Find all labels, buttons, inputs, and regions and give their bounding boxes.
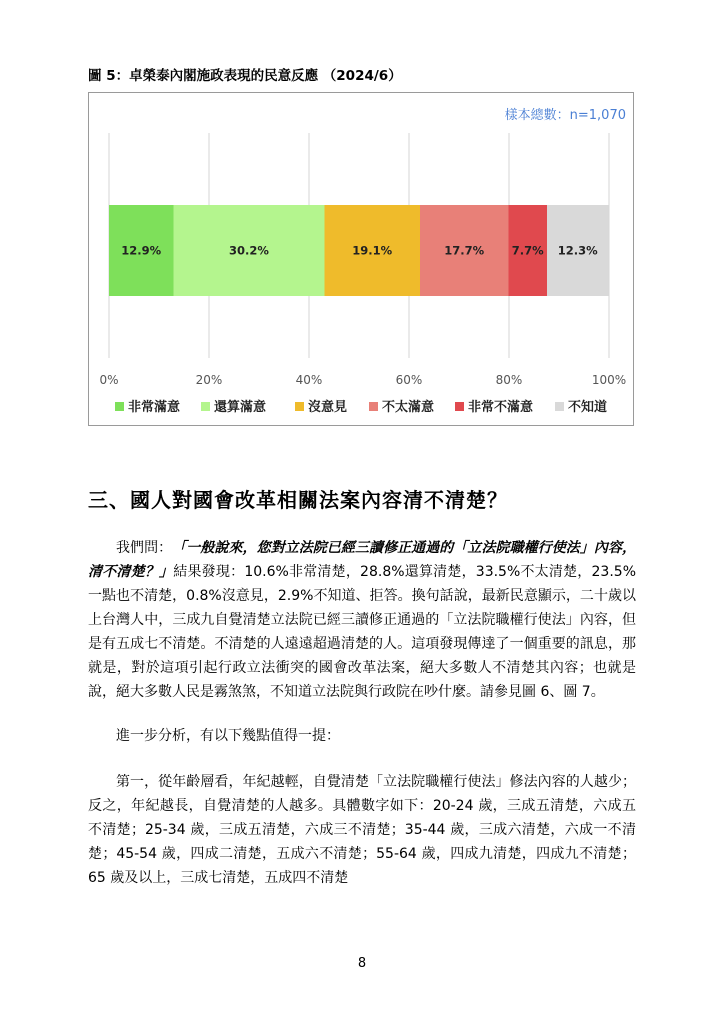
legend-swatch [555,402,564,411]
data-label: 17.7% [444,243,485,258]
data-label: 12.3% [557,243,598,258]
legend-swatch [455,402,464,411]
paragraph-3: 第一，從年齡層看，年紀越輕，自覺清楚「立法院職權行使法」修法內容的人越少；反之，年紀越長，自覺清楚的人越多。具體數字如下：20-24 歲，三成五清楚，六成五不清楚；25-34 歲，三成五清楚，六成三不清楚；35-44 歲，三成六清楚，六成一不清楚；45-54 歲，四成二清楚，五成六不清楚；55-64 歲，四成九清楚，四成九不清楚；65 歲及以上，三成七清楚，五成四不清楚 [88,774,636,886]
sample-size-label: 樣本總數：n=1,070 [504,108,626,123]
data-label: 30.2% [229,243,269,258]
figure-caption: 圖 5：卓榮泰內閣施政表現的民意反應 （2024/6） [88,68,402,84]
data-label: 19.1% [352,243,393,258]
chart-svg [89,93,635,427]
paragraph-2: 進一步分析，有以下幾點值得一提： [116,728,340,744]
x-tick-label: 20% [195,373,223,387]
legend-label: 不太滿意 [382,400,435,415]
legend-label: 非常不滿意 [468,400,534,415]
legend-swatch [115,402,124,411]
paragraph-1 [88,536,636,704]
legend-label: 不知道 [568,400,608,415]
legend-label: 沒意見 [308,400,348,415]
legend-label: 非常滿意 [128,400,181,415]
legend-swatch [295,402,304,411]
x-tick-label: 60% [395,373,423,387]
survey-question: 「一般說來，您對立法院已經三讀修正通過的「立法院職權行使法」內容，清不清楚？」 [88,540,637,580]
section-heading: 三、國人對國會改革相關法案內容清不清楚？ [88,488,508,512]
x-tick-label: 100% [591,373,627,387]
stacked-bar-chart [88,92,634,426]
x-tick-label: 0% [99,373,119,387]
legend-swatch [369,402,378,411]
legend-label: 還算滿意 [214,400,267,415]
data-label: 12.9% [121,243,162,258]
legend-swatch [201,402,210,411]
paragraph-1-lead: 我們問： [116,540,173,556]
page-number: 8 [357,956,367,971]
x-tick-label: 40% [295,373,323,387]
paragraph-1-body: 結果發現：10.6%非常清楚，28.8%還算清楚，33.5%不太清楚，23.5%一點也不清楚，0.8%沒意見，2.9%不知道、拒答。換句話說，最新民意顯示，二十歲以上台灣人中，三成九自覺清楚立法院已經三讀修正通過的「立法院職權行使法」內容，但是有五成七不清楚。不清楚的人遠遠超過清楚的人。這項發現傳達了一個重要的訊息，那就是，對於這項引起行政立法衝突的國會改革法案，絕大多數人不清楚其內容；也就是說，絕大多數人民是霧煞煞，不知道立法院與行政院在吵什麼。請參見圖 6、圖 7。 [88,564,636,700]
data-label: 7.7% [511,243,544,258]
x-tick-label: 80% [495,373,523,387]
